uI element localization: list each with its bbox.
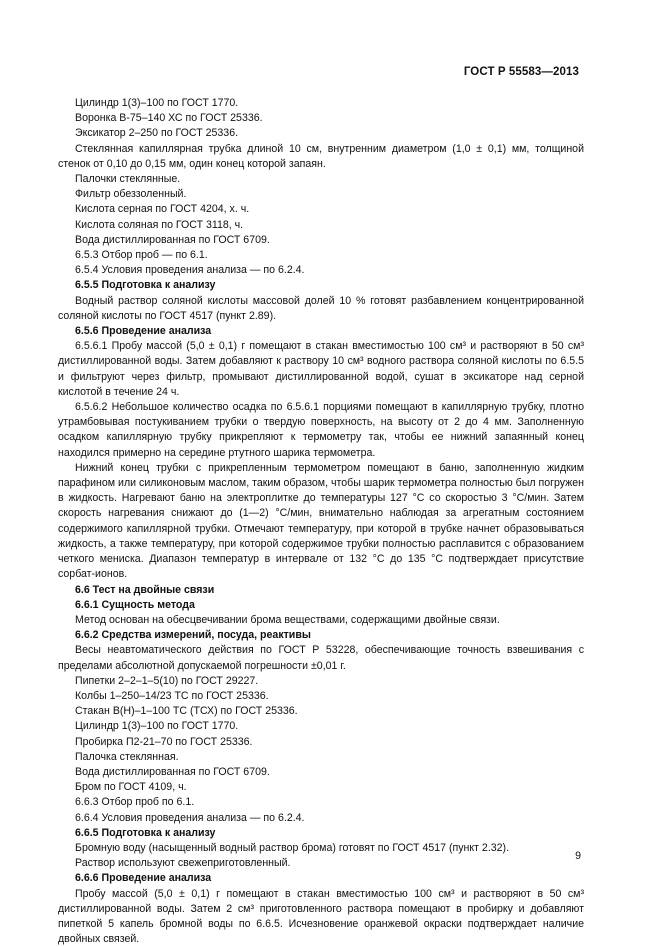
section-heading: 6.6 Тест на двойные связи	[75, 583, 215, 596]
paragraph: Стакан В(Н)–1–100 ТС (ТСХ) по ГОСТ 25336.	[75, 705, 298, 718]
paragraph: Пробу массой (5,0 ± 0,1) г помещают в стакан вместимостью 100 см³ и растворяют в 50 см³ дистиллированной воды. Затем 2 см³ приготовленного раствора помещают в пробирку и добавляют пипеткой 5 капель бромной воды по 6.6.5. Исчезновение оранжевой окраски подтверждает наличие двойных связей.	[58, 887, 584, 946]
page-number: 9	[575, 850, 581, 862]
paragraph: Пипетки 2–2–1–5(10) по ГОСТ 29227.	[75, 674, 259, 687]
paragraph: Нижний конец трубки с прикрепленным термометром помещают в баню, заполненную жидким парафином или силиконовым маслом, таким образом, чтобы шарик термометра полностью был погружен в жидкость. Нагревают баню на электроплитке до температуры 127 °С со скоростью 3 °С/мин. Затем скорость нагревания снижают до (1—2) °С/мин, внимательно наблюдая за агрегатным состоянием содержимого капиллярной трубки. Отмечают температуру, при которой в трубке начнет образовываться жидкость, а также температуру, при которой содержимое трубки полностью расплавится с образованием четкого мениска. Диапазон температур в интервале от 132 °С до 135 °С подтверждает присутствие сорбат-ионов.	[58, 461, 584, 581]
paragraph: 6.5.3 Отбор проб — по 6.1.	[75, 249, 208, 262]
paragraph: Кислота соляная по ГОСТ 3118, ч.	[75, 218, 244, 231]
paragraph: Весы неавтоматического действия по ГОСТ Р 53228, обеспечивающие точность взвешивания с пределами абсолютной допускаемой погрешности ±0,01 г.	[58, 644, 584, 672]
paragraph: Палочки стеклянные.	[75, 173, 181, 186]
paragraph: Вода дистиллированная по ГОСТ 6709.	[75, 233, 270, 246]
section-heading: 6.6.5 Подготовка к анализу	[75, 826, 216, 839]
paragraph: Эксикатор 2–250 по ГОСТ 25336.	[75, 127, 239, 140]
paragraph: Бромную воду (насыщенный водный раствор брома) готовят по ГОСТ 4517 (пункт 2.32).	[75, 841, 510, 854]
paragraph: Цилиндр 1(3)–100 по ГОСТ 1770.	[75, 97, 239, 109]
paragraph: Фильтр обеззоленный.	[75, 188, 187, 201]
section-heading: 6.6.1 Сущность метода	[75, 598, 195, 611]
paragraph: Водный раствор соляной кислоты массовой долей 10 % готовят разбавлением концентрированной соляной кислоты по ГОСТ 4517 (пункт 2.89).	[58, 294, 584, 322]
paragraph: Вода дистиллированная по ГОСТ 6709.	[75, 765, 270, 778]
paragraph: 6.5.4 Условия проведения анализа — по 6.2.4.	[75, 264, 305, 277]
section-heading: 6.6.6 Проведение анализа	[75, 872, 212, 885]
paragraph: Раствор используют свежеприготовленный.	[75, 857, 291, 870]
paragraph: Кислота серная по ГОСТ 4204, х. ч.	[75, 203, 250, 216]
paragraph: Метод основан на обесцвечивании брома веществами, содержащими двойные связи.	[75, 613, 500, 626]
section-heading: 6.5.5 Подготовка к анализу	[75, 279, 216, 292]
paragraph: Пробирка П2-21–70 по ГОСТ 25336.	[75, 735, 253, 748]
paragraph: Воронка В-75–140 ХС по ГОСТ 25336.	[75, 112, 263, 125]
section-heading: 6.5.6 Проведение анализа	[75, 325, 212, 338]
paragraph: 6.5.6.1 Пробу массой (5,0 ± 0,1) г помещают в стакан вместимостью 100 см³ и растворяют в 50 см³ дистиллированной воды. Затем добавляют к раствору 10 см³ водного раствора соляной кислоты по 6.5.5 и фильтруют через фильтр, промывают дистиллированной водой, сушат в эксикаторе над серной кислотой в течение 24 ч.	[58, 340, 584, 398]
section-heading: 6.6.2 Средства измерений, посуда, реактивы	[75, 629, 311, 642]
paragraph: 6.6.3 Отбор проб по 6.1.	[75, 796, 195, 809]
paragraph: Колбы 1–250–14/23 ТС по ГОСТ 25336.	[75, 689, 269, 702]
paragraph: Бром по ГОСТ 4109, ч.	[75, 781, 187, 794]
paragraph: 6.5.6.2 Небольшое количество осадка по 6.5.6.1 порциями помещают в капиллярную трубку, плотно утрамбовывая постукиванием трубки о твердую поверхность, на высоту от 2 до 4 мм. Заполненную осадком капиллярную трубку прикрепляют к термометру так, чтобы ее нижний запаянный конец находился примерно на середине ртутного шарика термометра.	[58, 401, 584, 459]
paragraph: Цилиндр 1(3)–100 по ГОСТ 1770.	[75, 720, 239, 733]
document-body	[58, 96, 584, 947]
paragraph: Стеклянная капиллярная трубка длиной 10 см, внутренним диаметром (1,0 ± 0,1) мм, толщиной стенок от 0,10 до 0,15 мм, один конец которой запаян.	[58, 142, 584, 170]
paragraph: Палочка стеклянная.	[75, 750, 179, 763]
paragraph: 6.6.4 Условия проведения анализа — по 6.2.4.	[75, 811, 305, 824]
document-id-header: ГОСТ Р 55583—2013	[463, 66, 579, 78]
